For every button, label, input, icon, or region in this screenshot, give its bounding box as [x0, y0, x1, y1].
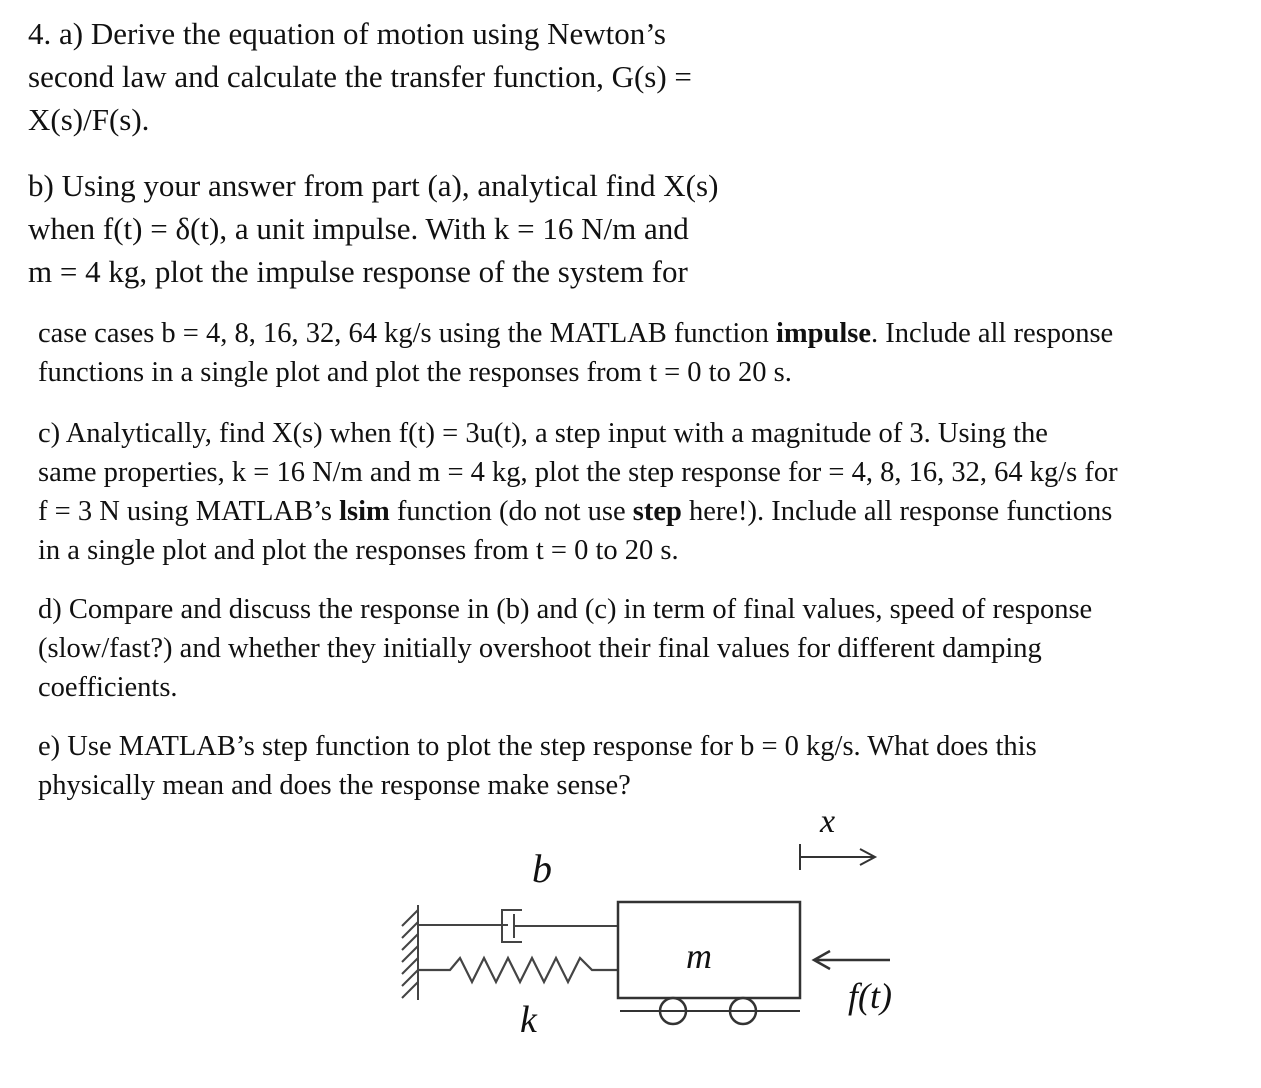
part-c-line-3	[38, 492, 1118, 531]
part-d-line-1: d) Compare and discuss the response in (b) and (c) in term of final values, speed of response	[38, 594, 1093, 625]
spring-label: k	[520, 999, 537, 1041]
part-d	[38, 590, 1092, 707]
part-e-line-2: physically mean and does the response make sense?	[38, 770, 631, 801]
part-c-line-2: same properties, k = 16 N/m and m = 4 kg, plot the step response for = 4, 8, 16, 32, 64 kg/s for	[38, 457, 1118, 488]
part-c-line-1: c) Analytically, find X(s) when f(t) = 3u(t), a step input with a magnitude of 3. Using the	[38, 418, 1048, 449]
step-keyword: step	[632, 496, 682, 527]
damper-label: b	[532, 846, 552, 891]
displacement-label: x	[820, 803, 836, 840]
mass-label: m	[686, 936, 712, 976]
part-b-continued	[38, 314, 1113, 392]
part-d-line-2: (slow/fast?) and whether they initially overshoot their final values for different damping	[38, 633, 1042, 664]
part-c	[38, 414, 1118, 570]
part-c-line-3-mid: function (do not use	[389, 496, 633, 527]
displacement-arrow	[800, 844, 875, 870]
part-b-line-4	[38, 314, 1113, 353]
part-b-line-4-text: case cases b = 4, 8, 16, 32, 64 kg/s using the MATLAB function	[38, 318, 776, 349]
part-b-line-2: when f(t) = δ(t), a unit impulse. With k = 16 N/m and	[28, 211, 689, 246]
force-arrow	[814, 951, 890, 969]
part-b-line-4-tail: . Include all response	[871, 318, 1114, 349]
part-e	[38, 727, 1037, 805]
part-b-line-5: functions in a single plot and plot the responses from t = 0 to 20 s.	[38, 357, 792, 388]
damper	[418, 910, 618, 942]
part-c-line-3-tail: here!). Include all response functions	[681, 496, 1113, 527]
part-b-line-3: m = 4 kg, plot the impulse response of the system for	[28, 254, 688, 289]
mass-spring-damper-diagram	[380, 800, 940, 1080]
spring	[418, 958, 618, 982]
lsim-keyword: lsim	[339, 496, 390, 527]
part-a-line-2: second law and calculate the transfer function, G(s) =	[28, 59, 692, 94]
wall	[402, 905, 418, 1000]
part-c-line-3-text: f = 3 N using MATLAB’s	[38, 496, 340, 527]
part-a	[28, 12, 692, 141]
part-d-line-3: coefficients.	[38, 672, 178, 703]
impulse-keyword: impulse	[775, 318, 872, 349]
part-b	[28, 164, 718, 293]
part-b-line-1: b) Using your answer from part (a), analytical find X(s)	[28, 168, 719, 203]
force-label: f(t)	[848, 976, 892, 1016]
part-a-line-1: 4. a) Derive the equation of motion using Newton’s	[28, 16, 666, 51]
part-a-line-3: X(s)/F(s).	[28, 102, 150, 137]
part-c-line-4: in a single plot and plot the responses from t = 0 to 20 s.	[38, 535, 679, 566]
part-e-line-1: e) Use MATLAB’s step function to plot the step response for b = 0 kg/s. What does this	[38, 731, 1037, 762]
